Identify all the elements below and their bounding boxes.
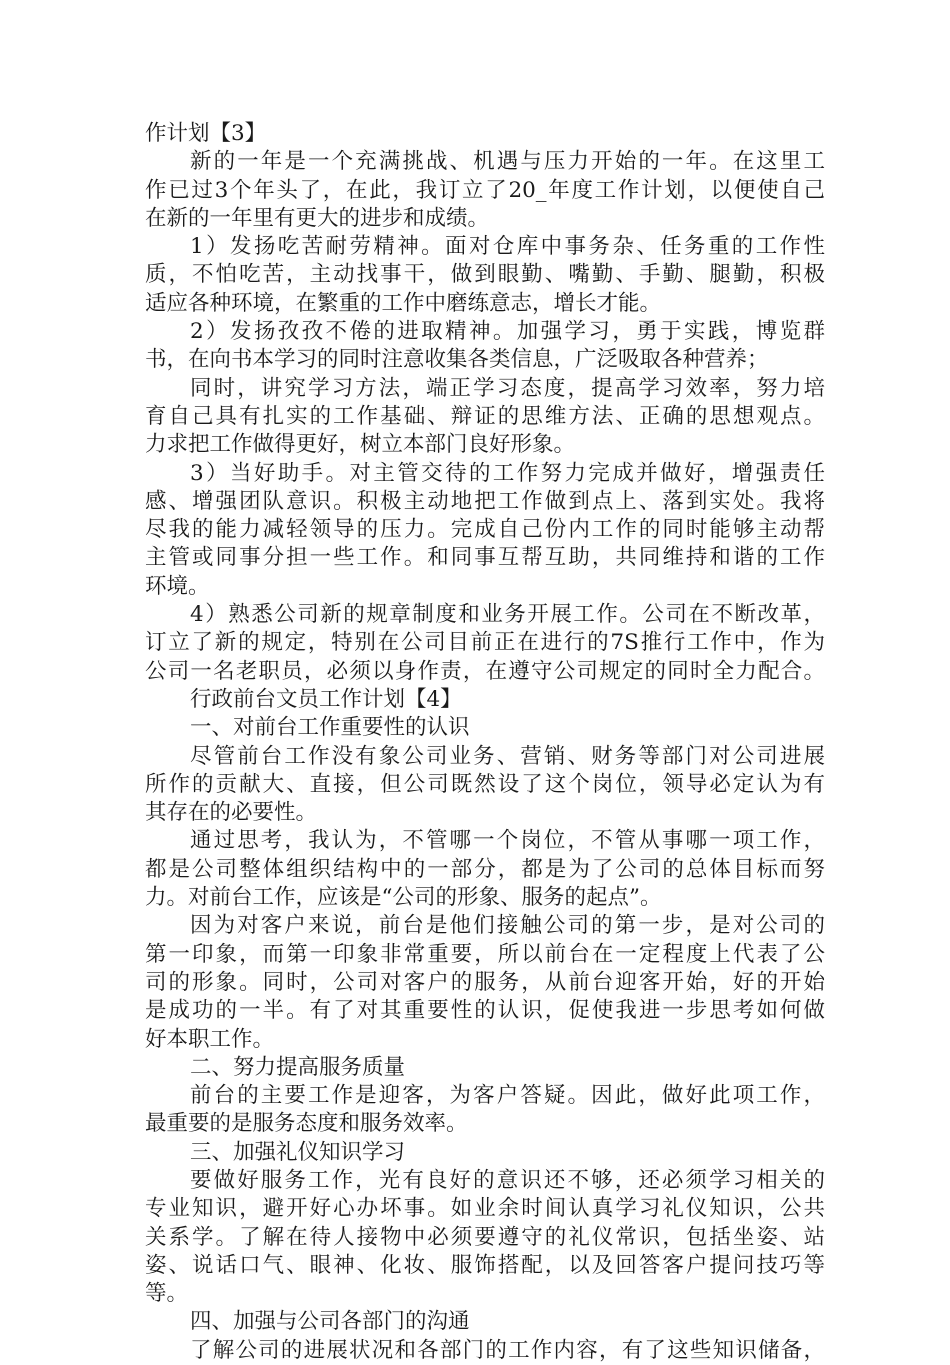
text-line: 育自己具有扎实的工作基础、辩证的思维方法、正确的思想观点。 [145,403,825,429]
text-line: 4）熟悉公司新的规章制度和业务开展工作。公司在不断改革， [190,602,825,628]
text-line: 姿、说话口气、眼神、化妆、服饰搭配，以及回答客户提问技巧等 [145,1252,825,1278]
text-line: 1）发扬吃苦耐劳精神。面对仓库中事务杂、任务重的工作性 [190,234,825,260]
text-line: 一、对前台工作重要性的认识 [190,715,470,741]
text-line: 适应各种环境，在繁重的工作中磨练意志，增长才能。 [145,290,662,316]
text-line: 所作的贡献大、直接，但公司既然设了这个岗位，领导必定认为有 [145,771,825,797]
text-line: 力求把工作做得更好，树立本部门良好形象。 [145,432,576,458]
text-line: 新的一年是一个充满挑战、机遇与压力开始的一年。在这里工 [190,149,825,175]
text-line: 二、努力提高服务质量 [190,1054,406,1080]
text-line: 同时，讲究学习方法，端正学习态度，提高学习效率，努力培 [190,375,825,401]
text-line: 主管或同事分担一些工作。和同事互帮互助，共同维持和谐的工作 [145,545,825,571]
text-line: 都是公司整体组织结构中的一部分，都是为了公司的总体目标而努 [145,856,825,882]
text-line: 等。 [145,1281,189,1307]
text-line: 行政前台文员工作计划【4】 [190,686,462,712]
text-line: 第一印象，而第一印象非常重要，所以前台在一定程度上代表了公 [145,941,825,967]
text-line: 质，不怕吃苦，主动找事干，做到眼勤、嘴勤、手勤、腿勤，积极 [145,262,825,288]
text-line: 最重要的是服务态度和服务效率。 [145,1111,468,1137]
text-line: 感、增强团队意识。积极主动地把工作做到点上、落到实处。我将 [145,488,825,514]
text-line: 力。对前台工作，应该是“公司的形象、服务的起点”。 [145,885,662,911]
text-line: 是成功的一半。有了对其重要性的认识，促使我进一步思考如何做 [145,998,825,1024]
text-line: 公司一名老职员，必须以身作责，在遵守公司规定的同时全力配合。 [145,658,825,684]
text-line: 通过思考，我认为，不管哪一个岗位，不管从事哪一项工作， [190,828,825,854]
text-line: 作计划【3】 [145,121,267,146]
text-line: 关系学。了解在待人接物中必须要遵守的礼仪常识，包括坐姿、站 [145,1224,825,1250]
text-line: 四、加强与公司各部门的沟通 [190,1309,470,1335]
text-line: 其存在的必要性。 [145,800,318,826]
text-line: 尽我的能力减轻领导的压力。完成自己份内工作的同时能够主动帮 [145,517,825,543]
text-line: 在新的一年里有更大的进步和成绩。 [145,205,490,231]
text-line: 专业知识，避开好心办坏事。如业余时间认真学习礼仪知识，公共 [145,1196,825,1222]
text-line: 司的形象。同时，公司对客户的服务，从前台迎客开始，好的开始 [145,969,825,995]
text-line: 了解公司的进展状况和各部门的工作内容，有了这些知识储备， [190,1337,825,1363]
text-line: 书，在向书本学习的同时注意收集各类信息，广泛吸取各种营养； [145,347,769,373]
text-line: 3）当好助手。对主管交待的工作努力完成并做好，增强责任 [190,460,825,486]
text-line: 订立了新的规定，特别在公司目前正在进行的7S推行工作中，作为 [145,630,825,656]
text-line: 好本职工作。 [145,1026,275,1052]
text-line: 作已过3个年头了，在此，我订立了20_年度工作计划，以便使自己 [145,177,825,203]
text-line: 尽管前台工作没有象公司业务、营销、财务等部门对公司进展 [190,743,825,769]
document-body [145,120,825,1365]
text-line: 因为对客户来说，前台是他们接触公司的第一步，是对公司的 [190,913,825,939]
text-line: 三、加强礼仪知识学习 [190,1139,406,1165]
text-line: 环境。 [145,573,210,599]
text-line: 2）发扬孜孜不倦的进取精神。加强学习，勇于实践，博览群 [190,319,825,345]
text-line: 前台的主要工作是迎客，为客户答疑。因此，做好此项工作， [190,1083,825,1109]
text-line: 要做好服务工作，光有良好的意识还不够，还必须学习相关的 [190,1167,825,1193]
